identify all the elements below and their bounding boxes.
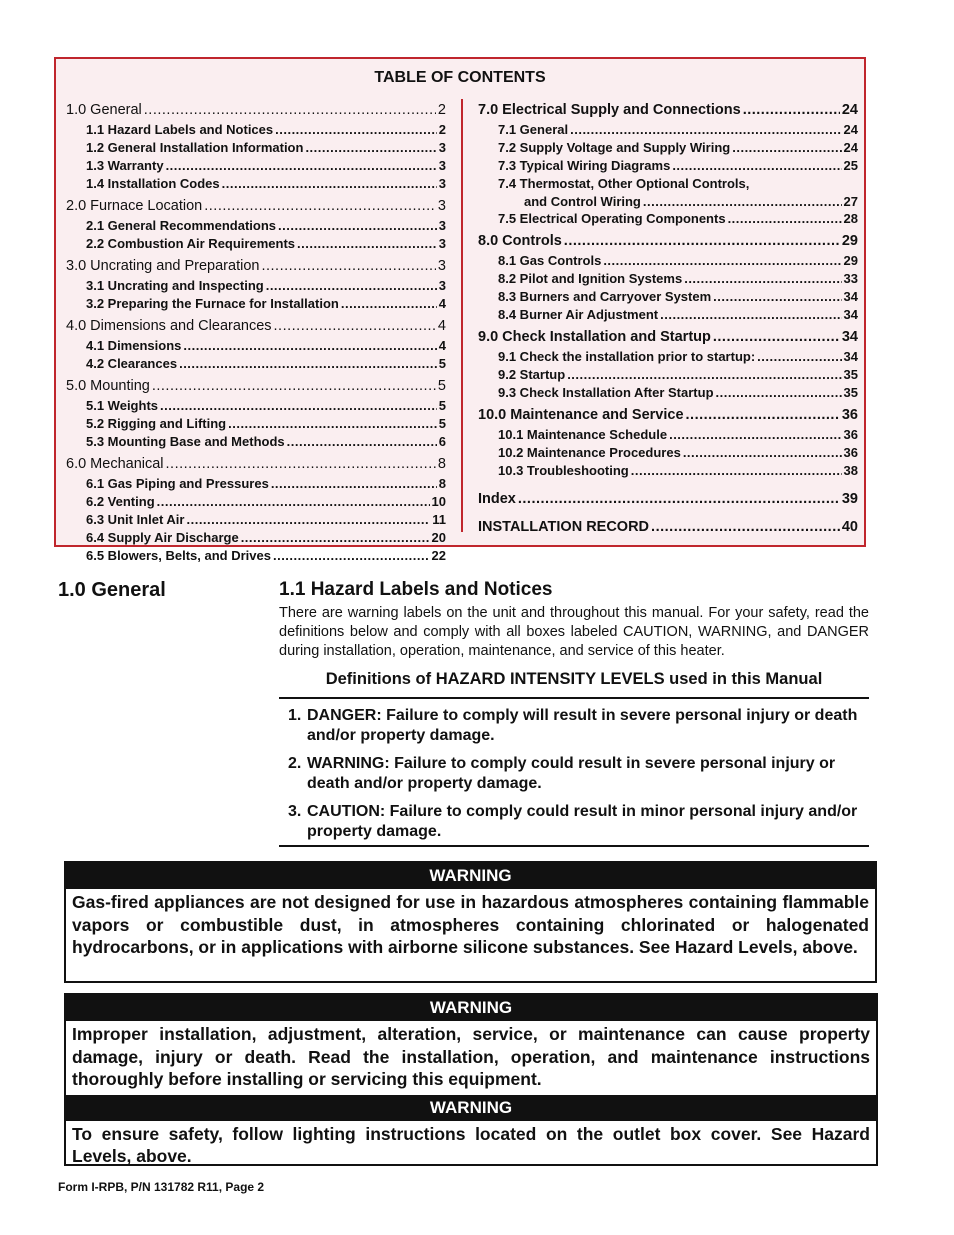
toc-dot-leader <box>564 230 840 252</box>
toc-entry-label: INSTALLATION RECORD <box>478 519 650 535</box>
toc-dot-leader <box>266 277 437 295</box>
warning-box-hazardous-atmospheres <box>64 861 877 983</box>
toc-right-column <box>478 97 858 538</box>
toc-entry <box>478 462 858 480</box>
toc-entry-label: 2.1 General Recommendations <box>86 218 277 233</box>
toc-page-number: 34 <box>841 329 858 345</box>
toc-page-number: 35 <box>843 385 858 400</box>
divider <box>279 845 869 847</box>
definition-text: DANGER: Failure to comply will result in severe personal injury or death and/or property damage. <box>307 707 858 744</box>
toc-page-number: 24 <box>841 102 858 118</box>
toc-entry-label: 10.0 Maintenance and Service <box>478 407 684 423</box>
toc-entry-label: 8.2 Pilot and Ignition Systems <box>498 271 683 286</box>
toc-entry-label: 1.4 Installation Codes <box>86 176 220 191</box>
toc-section-entry <box>478 99 858 121</box>
toc-entry <box>478 488 858 510</box>
toc-entry-label: 7.0 Electrical Supply and Connections <box>478 102 741 118</box>
toc-entry <box>478 516 858 538</box>
toc-entry-label: 7.2 Supply Voltage and Supply Wiring <box>498 140 731 155</box>
toc-page-number: 3 <box>437 258 446 274</box>
toc-page-number: 34 <box>843 289 858 304</box>
toc-entry <box>478 175 858 193</box>
toc-dot-leader <box>179 355 437 373</box>
toc-dot-leader <box>152 375 436 397</box>
toc-section-entry <box>66 453 446 475</box>
definition-item <box>288 802 863 842</box>
toc-entry <box>66 397 446 415</box>
toc-entry-label: 4.1 Dimensions <box>86 338 182 353</box>
toc-page-number: 8 <box>437 456 446 472</box>
toc-entry-label: and Control Wiring <box>524 194 641 209</box>
toc-page-number: 29 <box>841 233 858 249</box>
toc-page-number: 6 <box>438 434 446 449</box>
toc-page-number: 33 <box>843 271 858 286</box>
toc-entry <box>478 306 858 324</box>
toc-section-entry <box>66 255 446 277</box>
toc-dot-leader <box>297 235 437 253</box>
toc-dot-leader <box>157 493 430 511</box>
toc-entry <box>478 193 858 210</box>
toc-entry-label: 10.2 Maintenance Procedures <box>498 445 681 460</box>
toc-dot-leader <box>183 337 436 355</box>
toc-dot-leader <box>669 426 841 444</box>
section-heading: 1.0 General <box>58 579 166 601</box>
toc-page-number: 4 <box>438 338 446 353</box>
definition-number: 1. <box>288 707 302 724</box>
toc-dot-leader <box>275 121 437 139</box>
warning-label: WARNING <box>66 863 875 889</box>
toc-dot-leader <box>570 121 841 139</box>
toc-entry <box>66 415 446 433</box>
toc-entry <box>66 433 446 451</box>
toc-entry-label: 9.0 Check Installation and Startup <box>478 329 711 345</box>
toc-section-entry <box>478 230 858 252</box>
page-footer: Form I-RPB, P/N 131782 R11, Page 2 <box>58 1180 265 1194</box>
toc-section-entry <box>478 404 858 426</box>
toc-page-number: 2 <box>437 102 446 118</box>
toc-dot-leader <box>166 157 437 175</box>
toc-entry-label: 1.3 Warranty <box>86 158 164 173</box>
toc-page-number: 3 <box>438 218 446 233</box>
subsection-heading: 1.1 Hazard Labels and Notices <box>279 579 553 600</box>
toc-page-number: 3 <box>438 158 446 173</box>
toc-entry <box>66 277 446 295</box>
toc-page-number: 20 <box>431 530 446 545</box>
toc-entry-label: 9.2 Startup <box>498 367 566 382</box>
definitions-title: Definitions of HAZARD INTENSITY LEVELS used in this Manual <box>325 670 823 688</box>
toc-entry-label: 1.2 General Installation Information <box>86 140 304 155</box>
toc-page-number: 5 <box>438 398 446 413</box>
toc-dot-leader <box>684 270 841 288</box>
table-of-contents <box>54 57 866 563</box>
toc-section-entry <box>478 326 858 348</box>
toc-section-entry <box>66 195 446 217</box>
toc-divider <box>461 99 463 532</box>
toc-dot-leader <box>603 252 841 270</box>
toc-entry <box>66 475 446 493</box>
toc-entry-label: 9.3 Check Installation After Startup <box>498 385 714 400</box>
toc-dot-leader <box>743 99 840 121</box>
toc-dot-leader <box>222 175 437 193</box>
definition-item <box>288 754 863 794</box>
toc-entry-label: 7.5 Electrical Operating Components <box>498 211 726 226</box>
toc-entry-label: 4.2 Clearances <box>86 356 178 371</box>
toc-page-number: 29 <box>843 253 858 268</box>
toc-dot-leader <box>672 157 841 175</box>
toc-entry-label: 8.4 Burner Air Adjustment <box>498 307 659 322</box>
toc-entry-label: 7.3 Typical Wiring Diagrams <box>498 158 671 173</box>
toc-entry-label: 8.3 Burners and Carryover System <box>498 289 712 304</box>
toc-entry-label: 2.0 Furnace Location <box>66 198 203 214</box>
toc-page-number: 24 <box>843 122 858 137</box>
toc-page-number: 4 <box>437 318 446 334</box>
toc-dot-leader <box>144 99 436 121</box>
toc-page-number: 35 <box>843 367 858 382</box>
toc-dot-leader <box>305 139 436 157</box>
warning-label: WARNING <box>66 1095 876 1121</box>
toc-page-number: 36 <box>843 427 858 442</box>
toc-page-number: 3 <box>437 198 446 214</box>
toc-dot-leader <box>186 511 430 529</box>
toc-entry-label: 3.0 Uncrating and Preparation <box>66 258 260 274</box>
toc-page-number: 36 <box>843 445 858 460</box>
toc-entry <box>66 157 446 175</box>
toc-page-number: 27 <box>843 194 858 209</box>
toc-entry <box>478 288 858 306</box>
definitions-list <box>288 706 863 850</box>
toc-entry <box>66 175 446 193</box>
toc-entry-label: Index <box>478 491 516 507</box>
definition-item <box>288 706 863 746</box>
toc-entry-label: 4.0 Dimensions and Clearances <box>66 318 272 334</box>
toc-dot-leader <box>160 397 437 415</box>
toc-entry-label: 5.1 Weights <box>86 398 159 413</box>
toc-entry <box>478 139 858 157</box>
toc-dot-leader <box>686 404 840 426</box>
toc-entry-label: 3.2 Preparing the Furnace for Installation <box>86 296 339 311</box>
definition-number: 2. <box>288 755 302 772</box>
toc-page-number: 39 <box>841 491 858 507</box>
toc-page-number: 5 <box>437 378 446 394</box>
toc-entry <box>66 295 446 313</box>
toc-dot-leader <box>732 139 841 157</box>
toc-dot-leader <box>713 288 841 306</box>
toc-page-number: 5 <box>438 416 446 431</box>
toc-entry <box>478 270 858 288</box>
toc-dot-leader <box>274 315 436 337</box>
toc-entry-label: 2.2 Combustion Air Requirements <box>86 236 295 251</box>
toc-entry-label: 7.4 Thermostat, Other Optional Controls, <box>498 176 750 191</box>
toc-dot-leader <box>631 462 842 480</box>
toc-entry-label: 5.0 Mounting <box>66 378 150 394</box>
toc-dot-leader <box>660 306 841 324</box>
toc-dot-leader <box>728 210 842 228</box>
toc-dot-leader <box>278 217 437 235</box>
toc-entry <box>66 139 446 157</box>
toc-entry <box>66 337 446 355</box>
toc-entry <box>478 121 858 139</box>
toc-entry <box>478 210 858 228</box>
toc-entry-label: 1.1 Hazard Labels and Notices <box>86 122 274 137</box>
toc-entry-label: 7.1 General <box>498 122 569 137</box>
toc-entry-label: 6.1 Gas Piping and Pressures <box>86 476 269 491</box>
toc-entry <box>66 355 446 373</box>
toc-entry-label: 9.1 Check the installation prior to startup: <box>498 349 756 364</box>
warning-box-installation <box>64 993 878 1166</box>
toc-dot-leader <box>204 195 436 217</box>
toc-entry <box>478 348 858 366</box>
toc-dot-leader <box>228 415 437 433</box>
toc-page-number: 10 <box>431 494 446 509</box>
toc-entry <box>478 157 858 175</box>
warning-text: Improper installation, adjustment, alteration, service, or maintenance can cause property damage, injury or death. Read the installation, operation, and maintenance instructions thoroughly before installing or servicing this equipment. <box>72 1024 870 1089</box>
toc-entry <box>478 366 858 384</box>
toc-page-number: 24 <box>843 140 858 155</box>
toc-page-number: 34 <box>843 307 858 322</box>
toc-entry <box>66 121 446 139</box>
toc-page-number: 3 <box>438 278 446 293</box>
toc-left-column <box>66 97 446 565</box>
toc-dot-leader <box>683 444 842 462</box>
toc-dot-leader <box>643 193 842 210</box>
toc-page-number: 2 <box>438 122 446 137</box>
toc-entry <box>478 444 858 462</box>
toc-dot-leader <box>271 475 437 493</box>
toc-entry <box>66 493 446 511</box>
toc-entry <box>66 547 446 565</box>
toc-dot-leader <box>651 516 840 538</box>
toc-page-number: 28 <box>843 211 858 226</box>
toc-page-number: 22 <box>431 548 446 563</box>
toc-dot-leader <box>166 453 436 475</box>
toc-page-number: 4 <box>438 296 446 311</box>
toc-page-number: 40 <box>841 519 858 535</box>
toc-dot-leader <box>567 366 841 384</box>
toc-dot-leader <box>716 384 842 402</box>
toc-dot-leader <box>287 433 437 451</box>
toc-section-entry <box>66 375 446 397</box>
toc-entry <box>478 384 858 402</box>
toc-entry-label: 1.0 General <box>66 102 142 118</box>
toc-entry <box>66 235 446 253</box>
toc-section-entry <box>66 315 446 337</box>
toc-page-number: 38 <box>843 463 858 478</box>
toc-entry-label: 10.1 Maintenance Schedule <box>498 427 668 442</box>
definition-number: 3. <box>288 803 302 820</box>
toc-page-number: 8 <box>438 476 446 491</box>
toc-title: TABLE OF CONTENTS <box>374 69 546 86</box>
toc-dot-leader <box>241 529 430 547</box>
toc-dot-leader <box>273 547 430 565</box>
toc-page-number: 3 <box>438 176 446 191</box>
warning-text: To ensure safety, follow lighting instructions located on the outlet box cover. See Hazard Levels, above. <box>72 1123 870 1166</box>
divider <box>279 697 869 699</box>
toc-entry-label: 6.4 Supply Air Discharge <box>86 530 239 545</box>
toc-page-number: 3 <box>438 236 446 251</box>
toc-entry-label: 5.3 Mounting Base and Methods <box>86 434 285 449</box>
toc-entry <box>478 252 858 270</box>
toc-page-number: 3 <box>438 140 446 155</box>
toc-dot-leader <box>518 488 840 510</box>
toc-dot-leader <box>713 326 840 348</box>
toc-entry <box>66 217 446 235</box>
definition-text: CAUTION: Failure to comply could result in minor personal injury and/or property damage. <box>307 803 858 840</box>
toc-entry-label: 3.1 Uncrating and Inspecting <box>86 278 264 293</box>
toc-entry-label: 5.2 Rigging and Lifting <box>86 416 227 431</box>
toc-dot-leader <box>757 348 841 366</box>
toc-dot-leader <box>341 295 437 313</box>
toc-entry <box>66 529 446 547</box>
toc-dot-leader <box>261 255 435 277</box>
intro-paragraph: There are warning labels on the unit and throughout this manual. For your safety, read the definitions below and comply with all boxes labeled CAUTION, WARNING, and DANGER during installation, operation, maintenance, and service of this heater. <box>279 605 869 659</box>
toc-entry-label: 6.0 Mechanical <box>66 456 164 472</box>
toc-page-number: 36 <box>841 407 858 423</box>
warning-label: WARNING <box>66 995 876 1021</box>
definition-text: WARNING: Failure to comply could result in severe personal injury or death and/or property damage. <box>307 755 836 792</box>
toc-entry-label: 6.2 Venting <box>86 494 155 509</box>
toc-entry-label: 10.3 Troubleshooting <box>498 463 629 478</box>
toc-entry-label: 8.1 Gas Controls <box>498 253 602 268</box>
warning-text: Gas-fired appliances are not designed for use in hazardous atmospheres containing flammable vapors or combustible dust, in atmospheres containing chlorinated or halogenated hydrocarbons, or in applications with airborne silicone substances. See Hazard Levels, above. <box>72 892 869 957</box>
toc-page-number: 34 <box>843 349 858 364</box>
toc-page-number: 5 <box>438 356 446 371</box>
toc-entry-label: 8.0 Controls <box>478 233 562 249</box>
toc-entry <box>66 511 446 529</box>
toc-entry-label: 6.3 Unit Inlet Air <box>86 512 185 527</box>
toc-entry-label: 6.5 Blowers, Belts, and Drives <box>86 548 271 563</box>
toc-entry <box>478 426 858 444</box>
toc-page-number: 25 <box>843 158 858 173</box>
toc-page-number: 11 <box>432 512 446 527</box>
toc-section-entry <box>66 99 446 121</box>
